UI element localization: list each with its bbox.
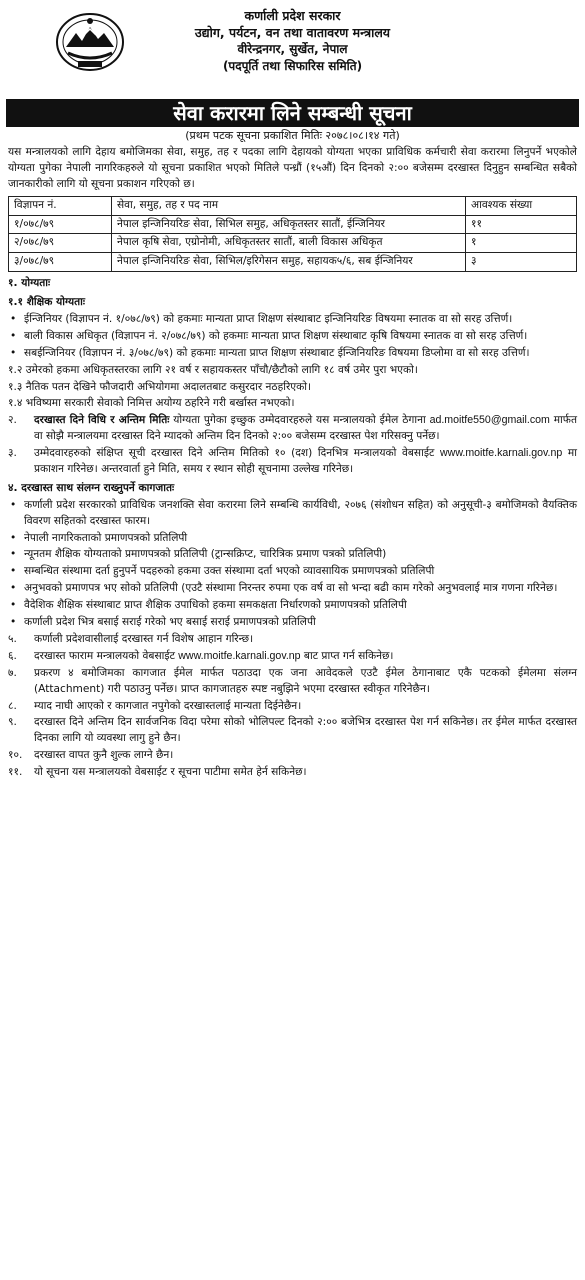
bullet-icon: • <box>10 582 17 595</box>
section-number: ९. <box>8 716 17 729</box>
ministry-name: उद्योग, पर्यटन, वन तथा वातावरण मन्त्रालय <box>194 25 391 40</box>
list-item <box>8 547 577 563</box>
list-item <box>8 498 577 530</box>
col-header-count: आवश्यक संख्या <box>466 196 577 215</box>
list-item <box>8 312 577 328</box>
list-item-text: न्यूनतम शैक्षिक योग्यताको प्रमाणपत्रको प्रतिलिपी (ट्रान्सक्रिप्ट, चारित्रिक प्रमाण पत्रको प्रतिलिपी) <box>24 548 387 561</box>
section-holiday-rule <box>8 715 577 747</box>
government-name: कर्णाली प्रदेश सरकार <box>244 8 341 23</box>
section-number: ८. <box>8 699 17 712</box>
section-number: ६. <box>8 649 17 662</box>
count-cell: ११ <box>466 215 577 234</box>
section-application-method <box>8 413 577 445</box>
section-number: १०. <box>8 749 23 762</box>
intro-paragraph: यस मन्त्रालयको लागि देहाय बमोजिमका सेवा, समुह, तह र पदका लागि देहायको योग्यता भएका प्राविधिक कर्मचारी सेवा करारमा लिनुपर्ने भएकोले योग्यता पुगेका नेपाली नागरिकहरुले यो सूचना प्रकाशित भएको मितिले पन्ध्रौं (१५औं) दिन दिनको २:०० बजेसम्म दरखास्त दिनुहुन सम्बन्धित सबैको जानकारीको लागि यो सूचना प्रकाशन गरिएको छ। <box>8 146 577 190</box>
section-text: मार्फत वा सोझै मन्त्रालयमा दरखास्त दिने म्यादको अन्तिम दिन दिनको २:०० बजेसम्म दरखास्त पेश गरिसक्नु पर्नेछ। <box>34 414 577 443</box>
committee-name: (पदपूर्ति तथा सिफारिस समिति) <box>222 59 363 73</box>
list-item <box>8 615 577 631</box>
list-item <box>8 598 577 614</box>
list-item-text: बाली विकास अधिकृत (विज्ञापन नं. २/०७८/७९) को हकमाः मान्यता प्राप्त शिक्षण संस्थाबाट कृषि विषयमा स्नातक वा सो सरह उत्तिर्ण। <box>24 329 528 342</box>
ad-no-cell: २/०७८/७९ <box>9 234 112 253</box>
section-email-rules <box>8 666 577 698</box>
list-item-text: वैदेशिक शैक्षिक संस्थाबाट प्राप्त शैक्षिक उपाधिको हकमा समकक्षता निर्धारणको प्रमाणपत्रको प्रतिलिपी <box>24 599 407 612</box>
section-education-title: १.१ शैक्षिक योग्यताः <box>8 296 86 309</box>
bullet-icon: • <box>10 616 17 629</box>
section-number: ७. <box>8 666 17 679</box>
section-text: मा प्रकाशन गरिनेछ। अन्तरवार्ता हुने मिति, समय र स्थान सोही सूचनामा उल्लेख गरिनेछ। <box>34 447 577 476</box>
section-text: बाट प्राप्त गर्न सकिनेछ। <box>300 649 394 662</box>
section-shortlist <box>8 446 577 478</box>
section-heading: दरखास्त दिने विधि र अन्तिम मितिः <box>34 414 170 427</box>
section-qualification-title: १. योग्यताः <box>8 277 51 290</box>
section-text: म्याद नाघी आएको र कागजात नपुगेको दरखास्तलाई मान्यता दिईनेछैन। <box>34 699 302 712</box>
section-text: उम्मेदवारहरुको संक्षिप्त सूची दरखास्त दिने अन्तिम मितिको १० (दश) दिनभित्र मन्त्रालयको वेबसाईट <box>34 447 441 460</box>
table-row <box>9 215 577 234</box>
section-appeal <box>8 632 577 648</box>
bullet-icon: • <box>10 498 17 511</box>
section-documents-title: ४. दरखास्त साथ संलग्न राख्नुपर्ने कागजातः <box>8 481 175 494</box>
criminal-record-requirement: १.३ नैतिक पतन देखिने फौजदारी अभियोगमा अदालतबाट कसुरदार नठहरिएको। <box>8 380 312 393</box>
notice-header <box>8 7 577 99</box>
section-text: दरखास्त दिने अन्तिम दिन सार्वजनिक विदा परेमा सोको भोलिपल्ट दिनको २:०० बजेभित्र दरखास्त पेश गर्न सकिनेछ। तर ईमेल मार्फत दरखास्त दिनका लागि यो व्यवस्था लागु हुने छैन। <box>34 716 577 745</box>
bullet-icon: • <box>10 548 17 561</box>
section-number: ११. <box>8 766 23 779</box>
list-item <box>8 329 577 345</box>
col-header-ad-no: विज्ञापन नं. <box>9 196 112 215</box>
bullet-icon: • <box>10 531 17 544</box>
publication-date: (प्रथम पटक सूचना प्रकाशित मितिः २०७८।०८।१४ गते) <box>185 129 400 142</box>
vacancy-table <box>8 196 577 273</box>
section-text: योग्यता पुगेका इच्छुक उम्मेदवारहरुले यस मन्त्रालयको ईमेल ठेगाना <box>169 414 430 427</box>
post-cell: नेपाल इन्जिनियरिङ सेवा, सिभिल समुह, अधिकृतस्तर सातौं, ईन्जिनियर <box>112 215 466 234</box>
section-fee <box>8 748 577 764</box>
list-item-text: नेपाली नागरिकताको प्रमाणपत्रको प्रतिलिपी <box>24 531 188 544</box>
notice-title: सेवा करारमा लिने सम्बन्धी सूचना <box>6 99 579 127</box>
section-number: २. <box>8 414 17 427</box>
bullet-icon: • <box>10 313 17 326</box>
section-number: ५. <box>8 632 17 645</box>
website-link[interactable]: www.moitfe.karnali.gov.np <box>178 649 301 662</box>
section-form-download <box>8 649 577 665</box>
list-item <box>8 581 577 597</box>
list-item-text: अनुभवको प्रमाणपत्र भए सोको प्रतिलिपी (एउटै संस्थामा निरन्तर रुपमा एक वर्ष वा सो भन्दा बढी काम गरेको अनुभवलाई मात्र गणना गरिनेछ। <box>24 582 558 595</box>
table-header-row <box>9 196 577 215</box>
section-text: यो सूचना यस मन्त्रालयको वेबसाईट र सूचना पाटीमा समेत हेर्न सकिनेछ। <box>34 766 307 779</box>
bullet-icon: • <box>10 599 17 612</box>
list-item-text: कर्णाली प्रदेश सरकारको प्राविधिक जनशक्ति सेवा करारमा लिने सम्बन्धि कार्यविधी, २०७६ (संशोधन सहित) को अनुसूची-३ बमोजिमको वैयक्तिक विवरण सहितको दरखास्त फारम। <box>24 498 577 527</box>
ad-no-cell: ३/०७८/७९ <box>9 253 112 272</box>
list-item-text: सम्बन्धित संस्थामा दर्ता हुनुपर्ने पदहरुको हकमा उक्त संस्थामा दर्ता भएको व्यावसायिक प्रमाणपत्रको प्रतिलिपी <box>24 565 435 578</box>
age-requirement: १.२ उमेरको हकमा अधिकृतस्तरका लागि २१ वर्ष र सहायकस्तर पाँचौ/छैटौको लागि १८ वर्ष उमेर पुरा भएको। <box>8 363 418 376</box>
list-item-text: सबईन्जिनियर (विज्ञापन नं. ३/०७८/७९) को हकमाः मान्यता प्राप्त शिक्षण संस्थाबाट ईन्जिनियरिङ विषयमा डिप्लोमा वा सो सरह उत्तिर्ण। <box>24 346 530 359</box>
post-cell: नेपाल कृषि सेवा, एग्रोनोमी, अधिकृतस्तर सातौं, बाली विकास अधिकृत <box>112 234 466 253</box>
section-number: ३. <box>8 447 17 460</box>
ministry-address: वीरेन्द्रनगर, सुर्खेत, नेपाल <box>237 42 348 56</box>
post-cell: नेपाल इन्जिनियरिङ सेवा, सिभिल/इरिगेसन समुह, सहायक५/६, सब ईन्जिनियर <box>112 253 466 272</box>
list-item-text: कर्णाली प्रदेश भित्र बसाई सराई गरेको भए बसाई सराई प्रमाणपत्रको प्रतिलिपी <box>24 616 316 629</box>
bullet-icon: • <box>10 329 17 342</box>
list-item <box>8 346 577 362</box>
dismissal-requirement: १.४ भविष्यमा सरकारी सेवाको निमित्त अयोग्य ठहरिने गरी बर्खास्त नभएको। <box>8 397 295 410</box>
list-item <box>8 531 577 547</box>
col-header-post: सेवा, समुह, तह र पद नाम <box>112 196 466 215</box>
email-link[interactable]: ad.moitfe550@gmail.com <box>429 414 550 427</box>
count-cell: ३ <box>466 253 577 272</box>
bullet-icon: • <box>10 346 17 359</box>
nepal-emblem-logo <box>54 11 126 73</box>
list-item-text: ईन्जिनियर (विज्ञापन नं. १/०७८/७९) को हकमाः मान्यता प्राप्त शिक्षण संस्थाबाट इन्जिनियरिङ विषयमा स्नातक वा सो सरह उत्तिर्ण। <box>24 313 513 326</box>
website-link[interactable]: www.moitfe.karnali.gov.np <box>440 447 563 460</box>
table-row <box>9 234 577 253</box>
section-notice-board <box>8 765 577 781</box>
section-text: कर्णाली प्रदेशवासीलाई दरखास्त गर्न विशेष आहान गरिन्छ। <box>34 632 254 645</box>
table-row <box>9 253 577 272</box>
section-text: दरखास्त फाराम मन्त्रालयको वेबसाईट <box>34 649 179 662</box>
section-text: दरखास्त वापत कुनै शुल्क लाग्ने छैन। <box>34 749 174 762</box>
section-late-application <box>8 699 577 715</box>
ad-no-cell: १/०७८/७९ <box>9 215 112 234</box>
list-item <box>8 564 577 580</box>
count-cell: १ <box>466 234 577 253</box>
bullet-icon: • <box>10 565 17 578</box>
section-text: प्रकरण ४ बमोजिमका कागजात ईमेल मार्फत पठाउदा एक जना आवेदकले एउटै ईमेल ठेगानाबाट एकै पटकको ईमेलमा संलग्न (Attachment) गरी पठाउनु पर्नेछ। प्राप्त कागजातहरु स्पष्ट नबुझिने भएमा दरखास्त स्वीकृत गरिनेछैन। <box>34 666 577 695</box>
